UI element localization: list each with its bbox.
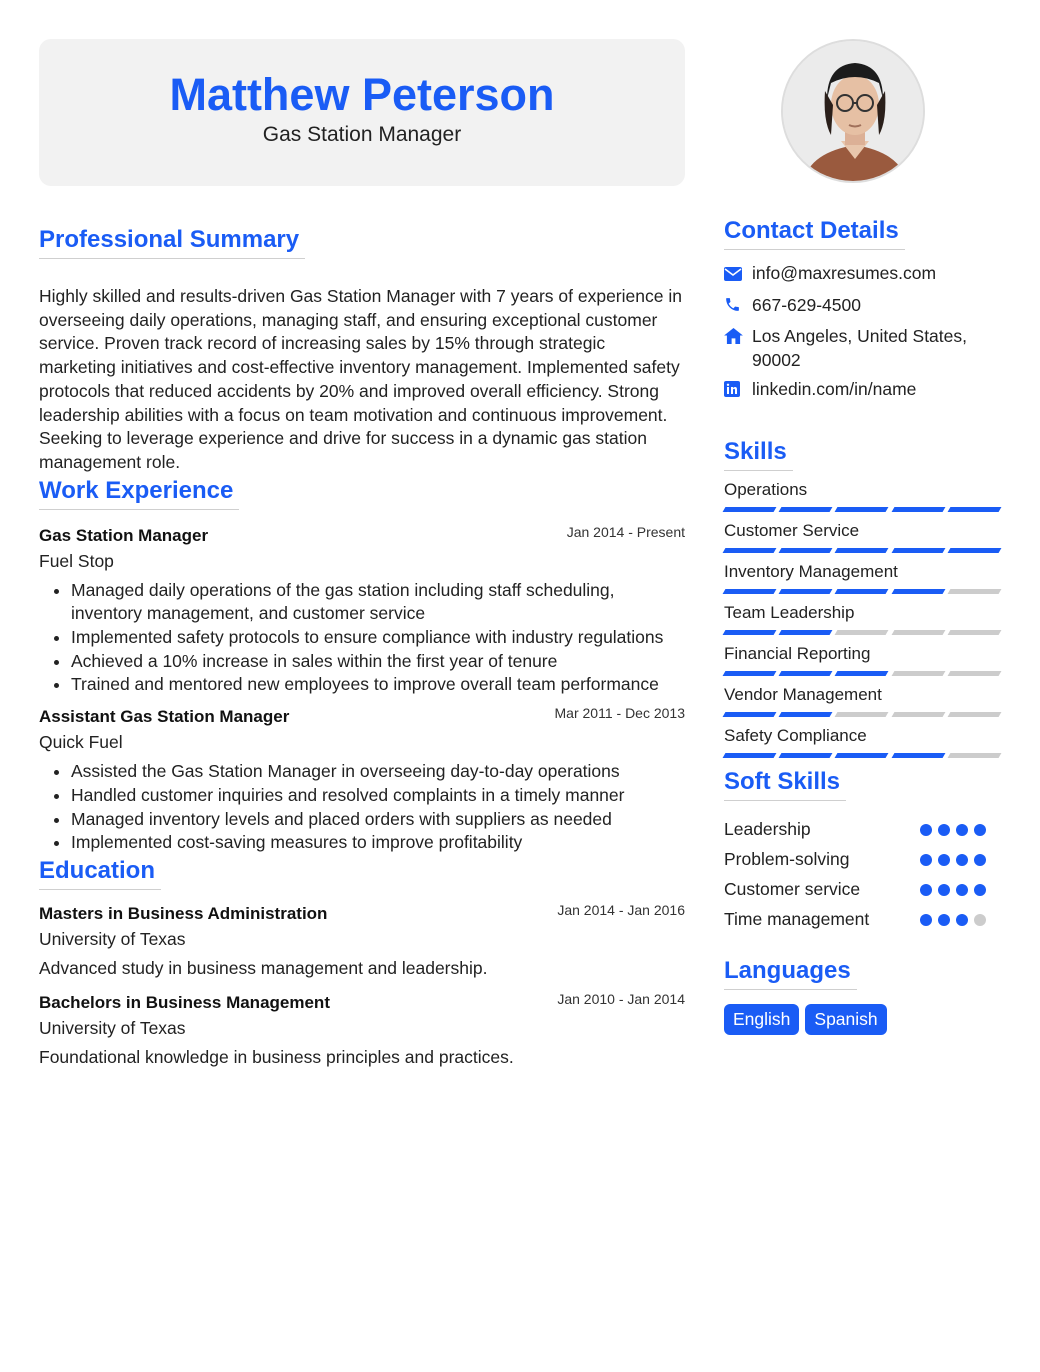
skill-item	[724, 726, 1000, 758]
soft-skill-name: Problem-solving	[724, 849, 850, 869]
skill-level-segment	[779, 630, 833, 635]
contact-linkedin[interactable]	[724, 378, 1000, 404]
job-title: Gas Station Manager	[39, 525, 209, 545]
education-date: Jan 2010 - Jan 2014	[557, 990, 685, 1007]
skill-level-segment	[723, 630, 777, 635]
skill-name: Financial Reporting	[724, 643, 871, 663]
languages-heading: Languages	[724, 957, 857, 990]
rating-dot	[956, 854, 968, 866]
skill-level-segment	[779, 671, 833, 676]
degree: Masters in Business Administration	[39, 903, 328, 923]
skill-level-bar	[724, 712, 1000, 717]
skill-item	[724, 480, 1000, 512]
job-bullet: • Managed daily operations of the gas station including staff scheduling, inventory management, and customer service	[71, 579, 685, 626]
portrait-image	[783, 41, 925, 183]
rating-dot	[938, 854, 950, 866]
experience-heading: Work Experience	[39, 477, 239, 510]
skill-name: Team Leadership	[724, 602, 855, 622]
skill-level-segment	[723, 548, 777, 553]
job-bullet: • Managed inventory levels and placed orders with suppliers as needed	[71, 808, 685, 832]
rating-dot	[920, 854, 932, 866]
contact-phone[interactable]	[724, 294, 1000, 320]
soft-skill-rating	[920, 884, 1000, 896]
soft-skill-name: Customer service	[724, 879, 861, 899]
contact-section	[724, 217, 1000, 404]
rating-dot	[920, 824, 932, 836]
education-description: Foundational knowledge in business principles and practices.	[39, 1046, 514, 1067]
skill-item	[724, 685, 1000, 717]
rating-dot	[938, 914, 950, 926]
soft-skills-section	[724, 768, 1000, 935]
skill-level-segment	[779, 589, 833, 594]
skill-level-segment	[891, 548, 945, 553]
education-date: Jan 2014 - Jan 2016	[557, 901, 685, 918]
skill-level-segment	[835, 753, 889, 758]
skills-heading: Skills	[724, 438, 793, 471]
soft-skill-rating	[920, 914, 1000, 926]
profile-photo	[781, 39, 925, 183]
rating-dot	[920, 884, 932, 896]
skill-item	[724, 562, 1000, 594]
skill-name: Inventory Management	[724, 561, 898, 581]
skill-level-segment	[891, 712, 945, 717]
soft-skill-item	[724, 905, 1000, 935]
job-title: Assistant Gas Station Manager	[39, 707, 290, 727]
job-bullets	[39, 760, 685, 855]
skills-section	[724, 438, 1000, 758]
skill-level-segment	[723, 589, 777, 594]
rating-dot	[974, 824, 986, 836]
phone-text: 667-629-4500	[752, 294, 861, 315]
rating-dot	[920, 914, 932, 926]
rating-dot	[938, 824, 950, 836]
address-text: Los Angeles, United States, 90002	[752, 326, 967, 370]
school: University of Texas	[39, 1017, 186, 1038]
home-icon	[724, 325, 752, 351]
job-date: Jan 2014 - Present	[566, 523, 685, 540]
job-bullet: • Trained and mentored new employees to improve overall team performance	[71, 673, 685, 697]
soft-skill-name: Leadership	[724, 819, 811, 839]
soft-skill-item	[724, 875, 1000, 905]
skill-level-segment	[947, 671, 1001, 676]
resume-header	[39, 39, 685, 186]
languages-section	[724, 957, 1000, 1035]
candidate-name: Matthew Peterson	[169, 69, 555, 120]
education-section	[39, 857, 685, 1068]
language-badge: Spanish	[805, 1004, 886, 1035]
summary-heading: Professional Summary	[39, 226, 305, 259]
skill-level-segment	[947, 507, 1001, 512]
job-bullet: • Implemented cost-saving measures to improve profitability	[71, 831, 685, 855]
skill-level-segment	[779, 548, 833, 553]
job-bullets	[39, 579, 685, 698]
job-bullet: • Assisted the Gas Station Manager in overseeing day-to-day operations	[71, 760, 685, 784]
main-column	[39, 39, 685, 1068]
skill-name: Vendor Management	[724, 684, 882, 704]
skill-level-segment	[891, 753, 945, 758]
phone-icon	[724, 294, 752, 320]
skill-level-segment	[779, 753, 833, 758]
school: University of Texas	[39, 928, 186, 949]
sidebar-column	[724, 39, 1000, 1035]
skill-level-segment	[723, 507, 777, 512]
skill-level-segment	[891, 507, 945, 512]
education-heading: Education	[39, 857, 161, 890]
skill-level-bar	[724, 671, 1000, 676]
contact-email[interactable]	[724, 262, 1000, 288]
skill-level-segment	[835, 630, 889, 635]
skill-level-segment	[947, 589, 1001, 594]
skill-level-bar	[724, 507, 1000, 512]
skill-name: Safety Compliance	[724, 725, 867, 745]
experience-section	[39, 477, 685, 855]
soft-skill-rating	[920, 854, 1000, 866]
job-bullet: • Handled customer inquiries and resolved complaints in a timely manner	[71, 784, 685, 808]
soft-skill-item	[724, 845, 1000, 875]
skill-level-segment	[947, 712, 1001, 717]
email-text: info@maxresumes.com	[752, 263, 937, 283]
job-bullet: • Achieved a 10% increase in sales within the first year of tenure	[71, 650, 685, 674]
skill-item	[724, 521, 1000, 553]
skill-level-segment	[835, 712, 889, 717]
skill-item	[724, 644, 1000, 676]
rating-dot	[974, 914, 986, 926]
skill-level-segment	[835, 589, 889, 594]
soft-skill-item	[724, 815, 1000, 845]
skill-level-segment	[891, 589, 945, 594]
skill-level-bar	[724, 753, 1000, 758]
summary-section	[39, 226, 685, 475]
rating-dot	[938, 884, 950, 896]
rating-dot	[956, 914, 968, 926]
skill-level-segment	[947, 548, 1001, 553]
rating-dot	[956, 824, 968, 836]
skill-level-segment	[779, 507, 833, 512]
education-entry	[39, 990, 685, 1068]
skill-level-segment	[891, 630, 945, 635]
skill-level-segment	[947, 630, 1001, 635]
language-badge: English	[724, 1004, 799, 1035]
soft-skill-rating	[920, 824, 1000, 836]
job-entry	[39, 707, 685, 855]
skill-level-segment	[891, 671, 945, 676]
skill-level-segment	[779, 712, 833, 717]
degree: Bachelors in Business Management	[39, 992, 330, 1012]
education-entry	[39, 901, 685, 979]
contact-heading: Contact Details	[724, 217, 905, 250]
skill-level-segment	[947, 753, 1001, 758]
summary-text: Highly skilled and results-driven Gas Station Manager with 7 years of experience in overseeing daily operations, managing staff, and ensuring exceptional customer service. Proven track record of increasing sales by 15% through strategic marketing initiatives and cost-effective inventory management. Implemented safety protocols that reduced accidents by 20% and improved overall efficiency. Strong leadership abilities with a focus on team motivation and continuous improvement. Seeking to leverage experience and drive for success in a dynamic gas station management role.	[39, 286, 682, 472]
job-bullet: • Implemented safety protocols to ensure compliance with industry regulations	[71, 626, 685, 650]
job-company: Quick Fuel	[39, 732, 123, 753]
job-entry	[39, 523, 685, 698]
candidate-title: Gas Station Manager	[262, 123, 462, 146]
rating-dot	[974, 884, 986, 896]
skill-name: Operations	[724, 479, 808, 499]
skill-level-bar	[724, 630, 1000, 635]
skill-level-bar	[724, 589, 1000, 594]
linkedin-icon	[724, 378, 752, 404]
skill-level-segment	[723, 753, 777, 758]
skill-level-segment	[835, 548, 889, 553]
envelope-icon	[724, 262, 752, 288]
skill-level-bar	[724, 548, 1000, 553]
skill-name: Customer Service	[724, 520, 860, 540]
soft-skill-name: Time management	[724, 909, 870, 929]
rating-dot	[956, 884, 968, 896]
skill-item	[724, 603, 1000, 635]
skill-level-segment	[835, 507, 889, 512]
job-date: Mar 2011 - Dec 2013	[554, 705, 685, 722]
skill-level-segment	[835, 671, 889, 676]
job-company: Fuel Stop	[39, 550, 114, 571]
education-description: Advanced study in business management and leadership.	[39, 957, 488, 978]
linkedin-text: linkedin.com/in/name	[752, 379, 917, 399]
skill-level-segment	[723, 712, 777, 717]
rating-dot	[974, 854, 986, 866]
contact-address	[724, 325, 1000, 372]
soft-skills-heading: Soft Skills	[724, 768, 846, 801]
skill-level-segment	[723, 671, 777, 676]
